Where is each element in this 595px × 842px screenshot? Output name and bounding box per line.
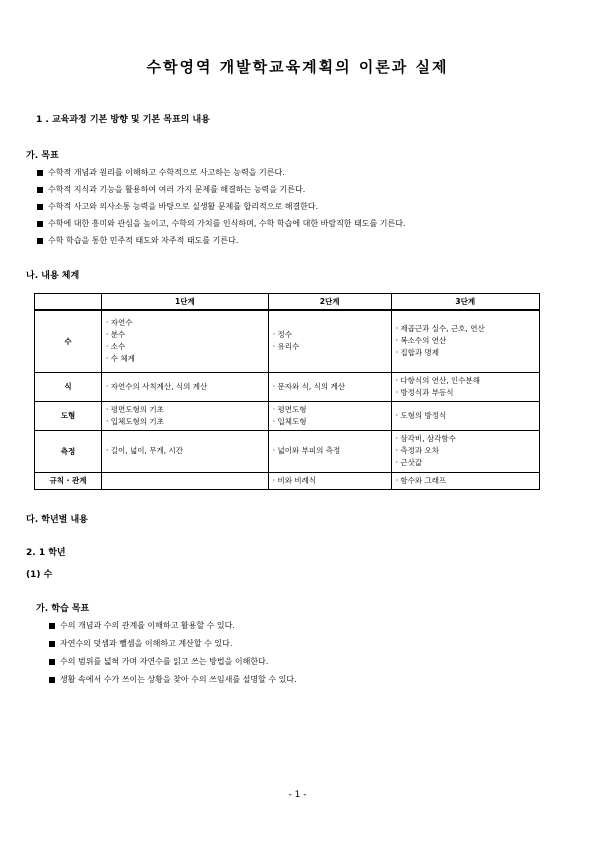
cell-item: · 자연수 [106, 318, 133, 328]
section-heading-2: 2. 1 학년 [26, 548, 66, 558]
table-row [35, 472, 540, 489]
subheading-grade-content: 다. 학년별 내용 [26, 515, 88, 525]
row-label: 도형 [35, 401, 102, 430]
cell-item: · 근삿값 [395, 458, 423, 467]
cell-item: · 유리수 [272, 342, 300, 352]
goal-item: 수학 학습을 통한 민주적 태도와 자주적 태도를 기른다. [48, 234, 548, 248]
row-label: 식 [35, 372, 102, 401]
row-label: 측정 [35, 430, 102, 472]
cell-item: · 소수 [106, 342, 126, 352]
table-row [35, 430, 540, 472]
objective-item: 수의 개념과 수의 관계를 이해하고 활용할 수 있다. [60, 619, 540, 633]
cell-item: · 평면도형의 기초 [106, 404, 164, 414]
section-heading-1: 1 . 교육과정 기본 방향 및 기본 목표의 내용 [36, 115, 210, 125]
table-cell [102, 472, 269, 489]
table-cell [391, 430, 539, 472]
subheading-objectives: 가. 학습 목표 [36, 604, 90, 614]
table-cell [268, 310, 391, 372]
table-row [35, 372, 540, 401]
subheading-number: (1) 수 [26, 570, 53, 580]
cell-item: · 입체도형의 기초 [106, 416, 164, 426]
cell-item: · 수 체계 [106, 354, 135, 364]
cell-item: · 비와 비례식 [272, 475, 317, 485]
goal-item: 수학적 개념과 원리를 이해하고 수학적으로 사고하는 능력을 기른다. [48, 166, 548, 180]
table-cell [268, 401, 391, 430]
cell-item: · 분수 [106, 330, 126, 340]
objective-item: 자연수의 덧셈과 뺄셈을 이해하고 계산할 수 있다. [60, 637, 540, 651]
cell-item: · 측정과 오차 [395, 446, 439, 455]
table-header-cell [35, 294, 102, 311]
cell-item: · 문자와 식, 식의 계산 [272, 381, 345, 391]
table-header-cell: 3단계 [391, 294, 539, 311]
cell-item: · 다항식의 연산, 인수분해 [395, 375, 480, 385]
cell-item: · 방정식과 부등식 [395, 387, 454, 397]
subheading-goals: 가. 목표 [26, 151, 59, 161]
cell-item: · 삼각비, 삼각함수 [395, 434, 456, 443]
table-cell [391, 310, 539, 372]
row-label: 수 [35, 310, 102, 372]
objective-item: 생활 속에서 수가 쓰이는 상황을 찾아 수의 쓰임새를 설명할 수 있다. [60, 673, 540, 687]
table-cell [391, 401, 539, 430]
objective-item: 수의 범위를 넓혀 가며 자연수를 읽고 쓰는 방법을 이해한다. [60, 655, 540, 669]
cell-item: · 정수 [272, 330, 292, 340]
table-cell [102, 430, 269, 472]
content-table [34, 293, 540, 490]
cell-item: · 넓이와 부피의 측정 [272, 446, 341, 455]
cell-item: · 도형의 방정식 [395, 410, 447, 420]
cell-item: · 제곱근과 실수, 근호, 연산 [395, 324, 485, 334]
table-cell [102, 310, 269, 372]
cell-item: · 길이, 넓이, 무게, 시간 [106, 446, 184, 455]
table-cell [102, 372, 269, 401]
table-cell [268, 372, 391, 401]
row-label: 규칙 · 관계 [35, 472, 102, 489]
table-cell [102, 401, 269, 430]
table-cell [268, 430, 391, 472]
goal-item: 수학적 지식과 기능을 활용하여 여러 가지 문제를 해결하는 능력을 기른다. [48, 183, 548, 197]
cell-item: · 집합과 명제 [395, 348, 439, 358]
cell-item: · 함수와 그래프 [395, 475, 447, 485]
cell-item: · 입체도형 [272, 416, 307, 426]
goal-item: 수학적 사고와 의사소통 능력을 바탕으로 실생활 문제를 합리적으로 해결한다. [48, 200, 548, 214]
table-cell [391, 372, 539, 401]
table-row [35, 310, 540, 372]
subheading-content-system: 나. 내용 체계 [26, 271, 80, 281]
table-cell [391, 472, 539, 489]
table-header-cell: 2단계 [268, 294, 391, 311]
table-header-row [35, 294, 540, 311]
cell-item: · 평면도형 [272, 404, 307, 414]
page-number: - 1 - [288, 790, 307, 800]
cell-item: · 자연수의 사칙계산, 식의 계산 [106, 381, 208, 391]
table-row [35, 401, 540, 430]
table-header-cell: 1단계 [102, 294, 269, 311]
goal-item: 수학에 대한 흥미와 관심을 높이고, 수학의 가치를 인식하며, 수학 학습에 대한 바람직한 태도를 기른다. [48, 217, 548, 231]
page-title: 수학영역 개발학교육계획의 이론과 실제 [146, 58, 449, 76]
table-cell [268, 472, 391, 489]
cell-item: · 복소수의 연산 [395, 336, 447, 346]
